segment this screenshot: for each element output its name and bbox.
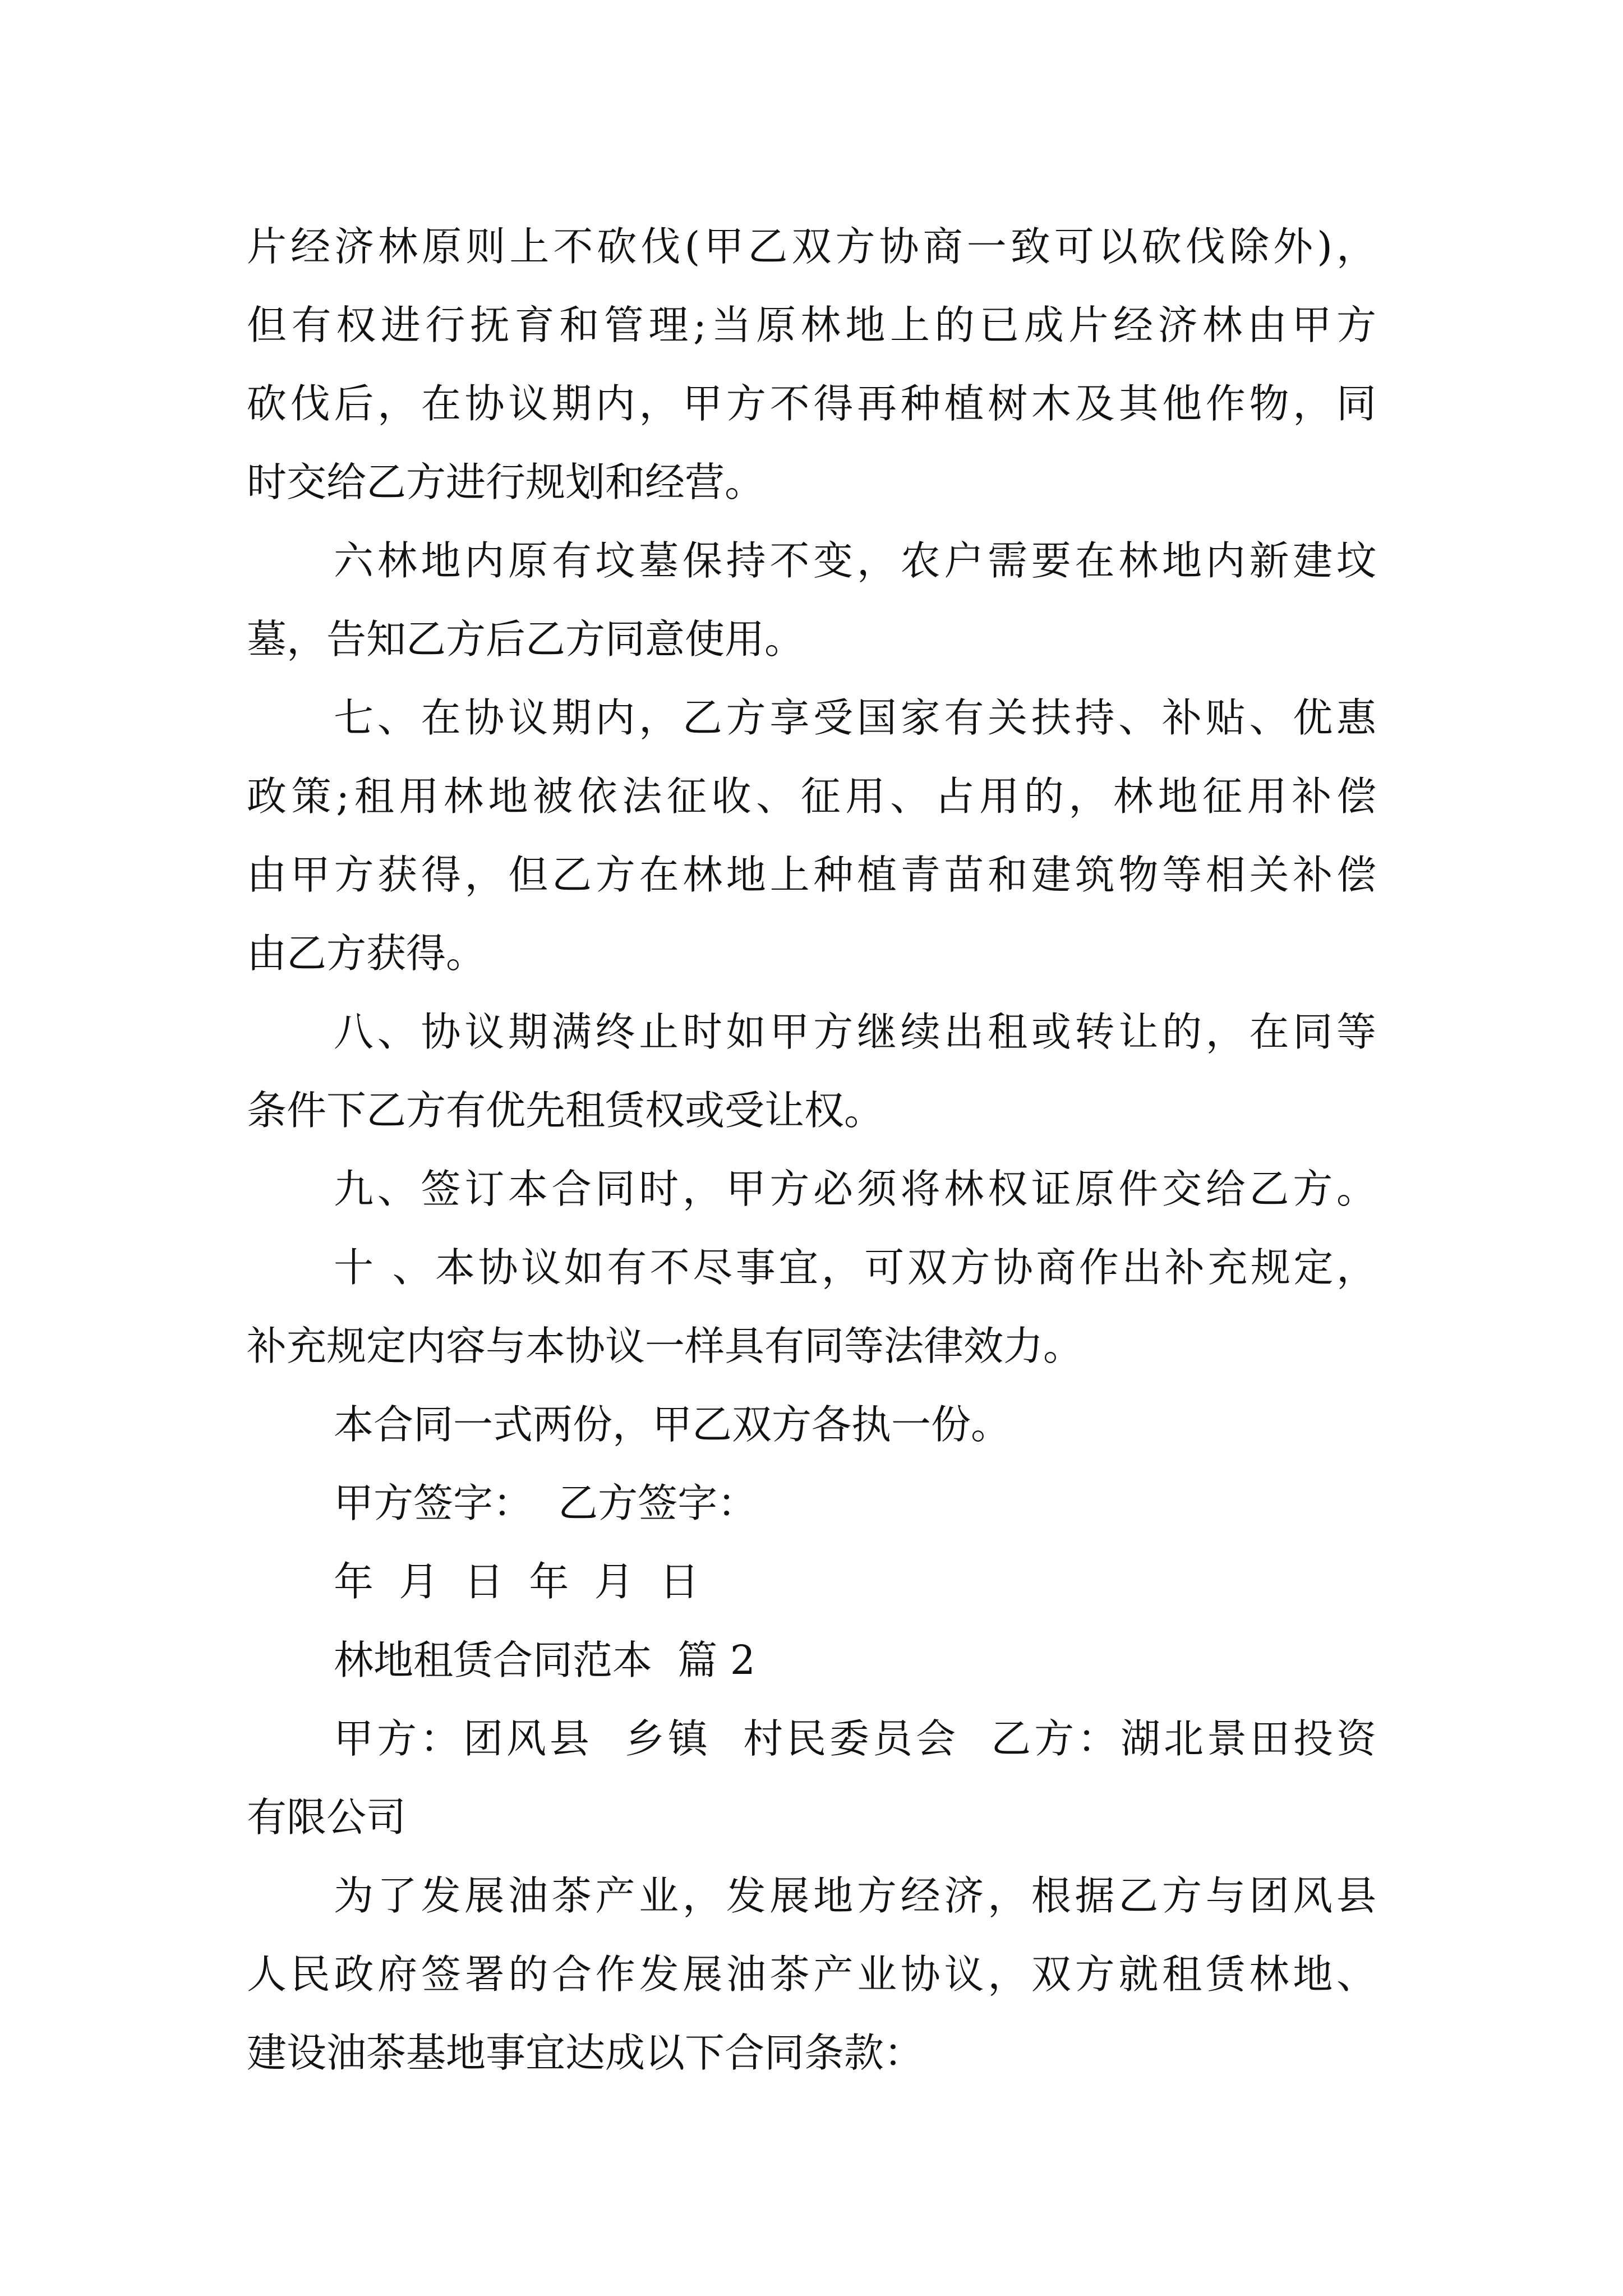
paragraph-line: 有限公司: [247, 1794, 407, 1841]
paragraph-line: 条件下乙方有优先租赁权或受让权。: [247, 1087, 884, 1134]
paragraph-line: 九、签订本合同时，甲方必须将林权证原件交给乙方。: [334, 1166, 1376, 1212]
paragraph-line: 本合同一式两份，甲乙双方各执一份。: [334, 1401, 1011, 1448]
paragraph-line: 时交给乙方进行规划和经营。: [247, 459, 765, 505]
paragraph-line: 为了发展油茶产业，发展地方经济，根据乙方与团风县: [334, 1872, 1376, 1919]
paragraph-line: 片经济林原则上不砍伐(甲乙双方协商一致可以砍伐除外)，: [247, 223, 1376, 270]
date-line: 年 月 日 年 月 日: [334, 1558, 699, 1605]
paragraph-line: 墓，告知乙方后乙方同意使用。: [247, 616, 805, 662]
paragraph-line: 砍伐后，在协议期内，甲方不得再种植树木及其他作物，同: [247, 380, 1376, 427]
paragraph-line: 人民政府签署的合作发展油茶产业协议，双方就租赁林地、: [247, 1951, 1376, 1998]
paragraph-line: 八、协议期满终止时如甲方继续出租或转让的，在同等: [334, 1009, 1376, 1055]
section-heading: 林地租赁合同范本 篇 2: [334, 1637, 755, 1683]
paragraph-line: 由乙方获得。: [247, 930, 486, 977]
signature-line: 甲方签字： 乙方签字：: [334, 1480, 758, 1526]
paragraph-line: 补充规定内容与本协议一样具有同等法律效力。: [247, 1323, 1083, 1369]
paragraph-line: 建设油茶基地事宜达成以下合同条款：: [247, 2030, 924, 2076]
paragraph-line: 十 、本协议如有不尽事宜，可双方协商作出补充规定，: [334, 1244, 1376, 1291]
paragraph-line: 政策;租用林地被依法征收、征用、占用的，林地征用补偿: [247, 773, 1376, 820]
paragraph-line: 六林地内原有坟墓保持不变，农户需要在林地内新建坟: [334, 537, 1376, 584]
paragraph-line: 甲方：团风县 乡镇 村民委员会 乙方：湖北景田投资: [334, 1715, 1376, 1762]
paragraph-line: 但有权进行抚育和管理;当原林地上的已成片经济林由甲方: [247, 302, 1376, 348]
paragraph-line: 由甲方获得，但乙方在林地上种植青苗和建筑物等相关补偿: [247, 852, 1376, 898]
paragraph-line: 七、在协议期内，乙方享受国家有关扶持、补贴、优惠: [334, 694, 1376, 741]
